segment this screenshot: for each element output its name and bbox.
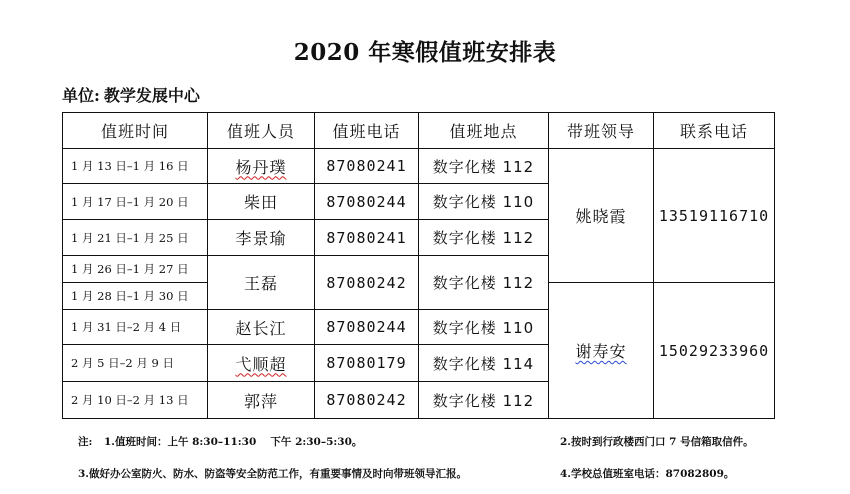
note-4: 4.学校总值班室电话：87082809。: [560, 468, 735, 480]
table-row: [63, 149, 775, 184]
row-phone: 87080179: [315, 345, 419, 382]
leader-1-name: 姚晓霞: [549, 149, 654, 283]
row-person: 郭萍: [208, 382, 315, 419]
unit-line: [62, 83, 200, 106]
row-person-name: 弋顺超: [235, 354, 287, 374]
row-person: 赵长江: [208, 310, 315, 345]
row-period: 1 月 26 日–1 月 27 日: [63, 256, 208, 283]
leader-2-phone: 15029233960: [654, 283, 775, 419]
row-period: 1 月 31 日–2 月 4 日: [63, 310, 208, 345]
header-phone: 值班电话: [315, 113, 419, 149]
row-period: 1 月 13 日–1 月 16 日: [63, 149, 208, 184]
row-person: 李景瑜: [208, 220, 315, 256]
row-person: [208, 345, 315, 382]
note-3: 3.做好办公室防火、防水、防盗等安全防范工作，有重要事情及时向带班领导汇报。: [78, 468, 467, 480]
row-location: 数字化楼 110: [419, 184, 549, 220]
header-person: 值班人员: [208, 113, 315, 149]
row-person: 王磊: [208, 256, 315, 310]
row-phone: 87080242: [315, 256, 419, 310]
row-phone: 87080244: [315, 310, 419, 345]
row-period: 2 月 10 日–2 月 13 日: [63, 382, 208, 419]
row-location: 数字化楼 112: [419, 220, 549, 256]
leader-2-name: [549, 283, 654, 419]
row-period: 1 月 21 日–1 月 25 日: [63, 220, 208, 256]
row-location: 数字化楼 112: [419, 149, 549, 184]
unit-value: 教学发展中心: [103, 86, 200, 105]
note-1: 1.值班时间：上午 8:30–11:30 下午 2:30–5:30。: [104, 436, 363, 448]
row-phone: 87080244: [315, 184, 419, 220]
duty-schedule-table: [62, 112, 775, 419]
row-phone: 87080242: [315, 382, 419, 419]
row-period: 1 月 28 日–1 月 30 日: [63, 283, 208, 310]
row-phone: 87080241: [315, 149, 419, 184]
row-location: 数字化楼 112: [419, 256, 549, 310]
leader-1-phone: 13519116710: [654, 149, 775, 283]
row-period: 1 月 17 日–1 月 20 日: [63, 184, 208, 220]
header-location: 值班地点: [419, 113, 549, 149]
note-2: 2.按时到行政楼西门口 7 号信箱取信件。: [560, 436, 754, 448]
row-person: 柴田: [208, 184, 315, 220]
row-phone: 87080241: [315, 220, 419, 256]
leader-2-name-text: 谢寿安: [575, 342, 627, 361]
row-person: [208, 149, 315, 184]
page-title: 2020 年寒假值班安排表: [293, 39, 557, 66]
header-leader: 带班领导: [549, 113, 654, 149]
header-period: 值班时间: [63, 113, 208, 149]
unit-label: 单位:: [62, 86, 100, 105]
row-period: 2 月 5 日–2 月 9 日: [63, 345, 208, 382]
row-location: 数字化楼 112: [419, 382, 549, 419]
notes-prefix: 注:: [78, 436, 93, 448]
header-contact: 联系电话: [654, 113, 775, 149]
table-header-row: [63, 113, 775, 149]
row-person-name: 杨丹璞: [235, 157, 287, 177]
row-location: 数字化楼 114: [419, 345, 549, 382]
row-location: 数字化楼 110: [419, 310, 549, 345]
